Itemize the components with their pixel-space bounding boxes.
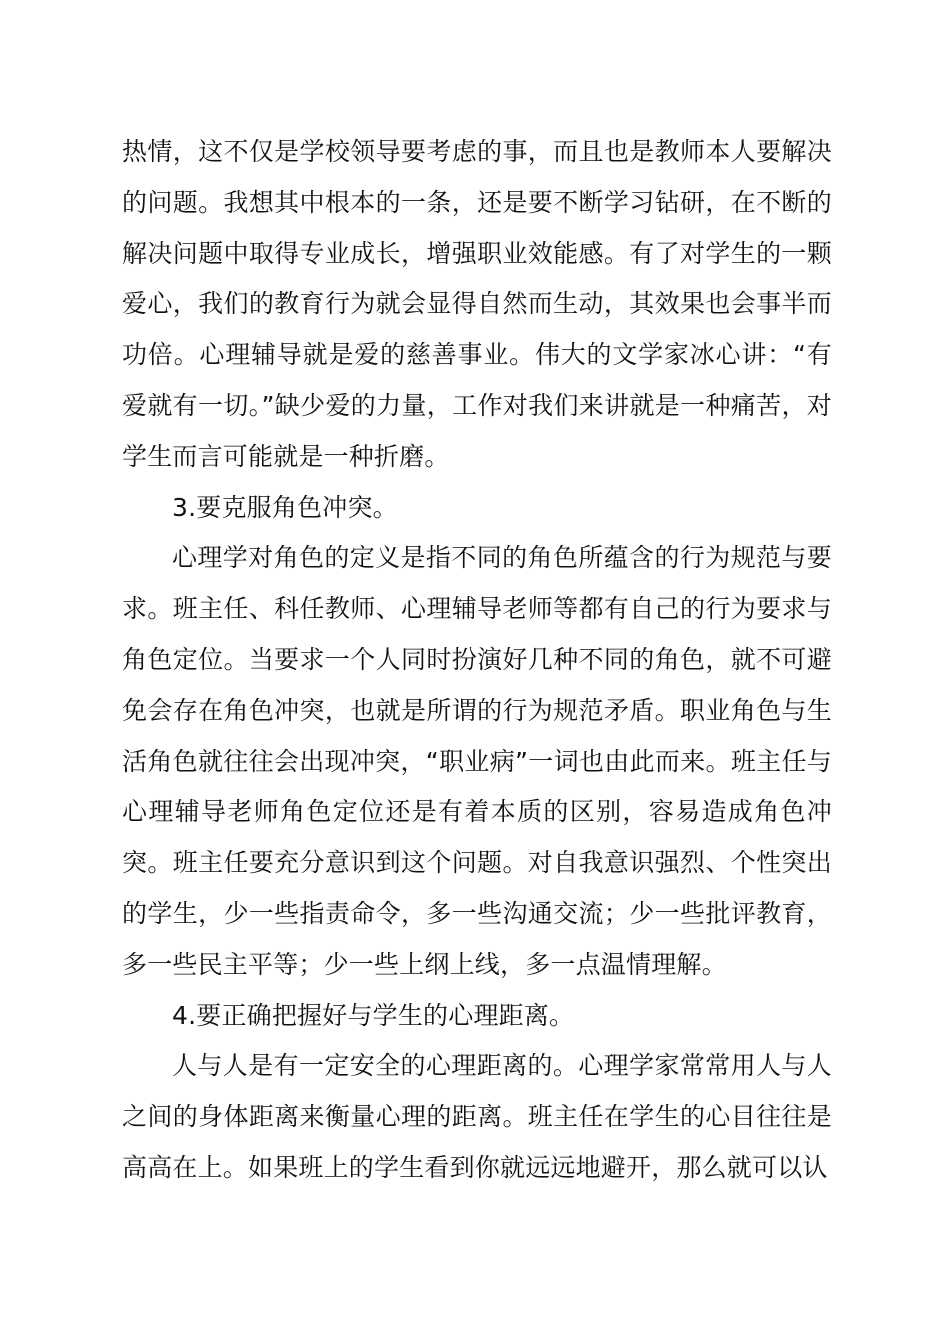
section-heading-3: 3.要克服角色冲突。	[172, 492, 398, 522]
body-text	[122, 127, 832, 1194]
paragraph-role-conflict: 心理学对角色的定义是指不同的角色所蕴含的行为规范与要求。班主任、科任教师、心理辅导老师等都有自己的行为要求与角色定位。当要求一个人同时扮演好几种不同的角色，就不可避免会存在角色冲突，也就是所谓的行为规范矛盾。职业角色与生活角色就往往会出现冲突，“职业病”一词也由此而来。班主任与心理辅导老师角色定位还是有着本质的区别，容易造成角色冲突。班主任要充分意识到这个问题。对自我意识强烈、个性突出的学生，少一些指责命令，多一些沟通交流；少一些批评教育，多一些民主平等；少一些上纲上线，多一点温情理解。	[122, 543, 832, 979]
paragraph-psychological-distance: 人与人是有一定安全的心理距离的。心理学家常常用人与人之间的身体距离来衡量心理的距离。班主任在学生的心目往往是高高在上。如果班上的学生看到你就远远地避开，那么就可以认	[122, 1051, 832, 1182]
section-heading-4: 4.要正确把握好与学生的心理距离。	[172, 1000, 575, 1030]
paragraph-continuation: 热情，这不仅是学校领导要考虑的事，而且也是教师本人要解决的问题。我想其中根本的一条，还是要不断学习钻研，在不断的解决问题中取得专业成长，增强职业效能感。有了对学生的一颗爱心，我们的教育行为就会显得自然而生动，其效果也会事半而功倍。心理辅导就是爱的慈善事业。伟大的文学家冰心讲：“有爱就有一切。”缺少爱的力量，工作对我们来讲就是一种痛苦，对学生而言可能就是一种折磨。	[122, 137, 832, 471]
